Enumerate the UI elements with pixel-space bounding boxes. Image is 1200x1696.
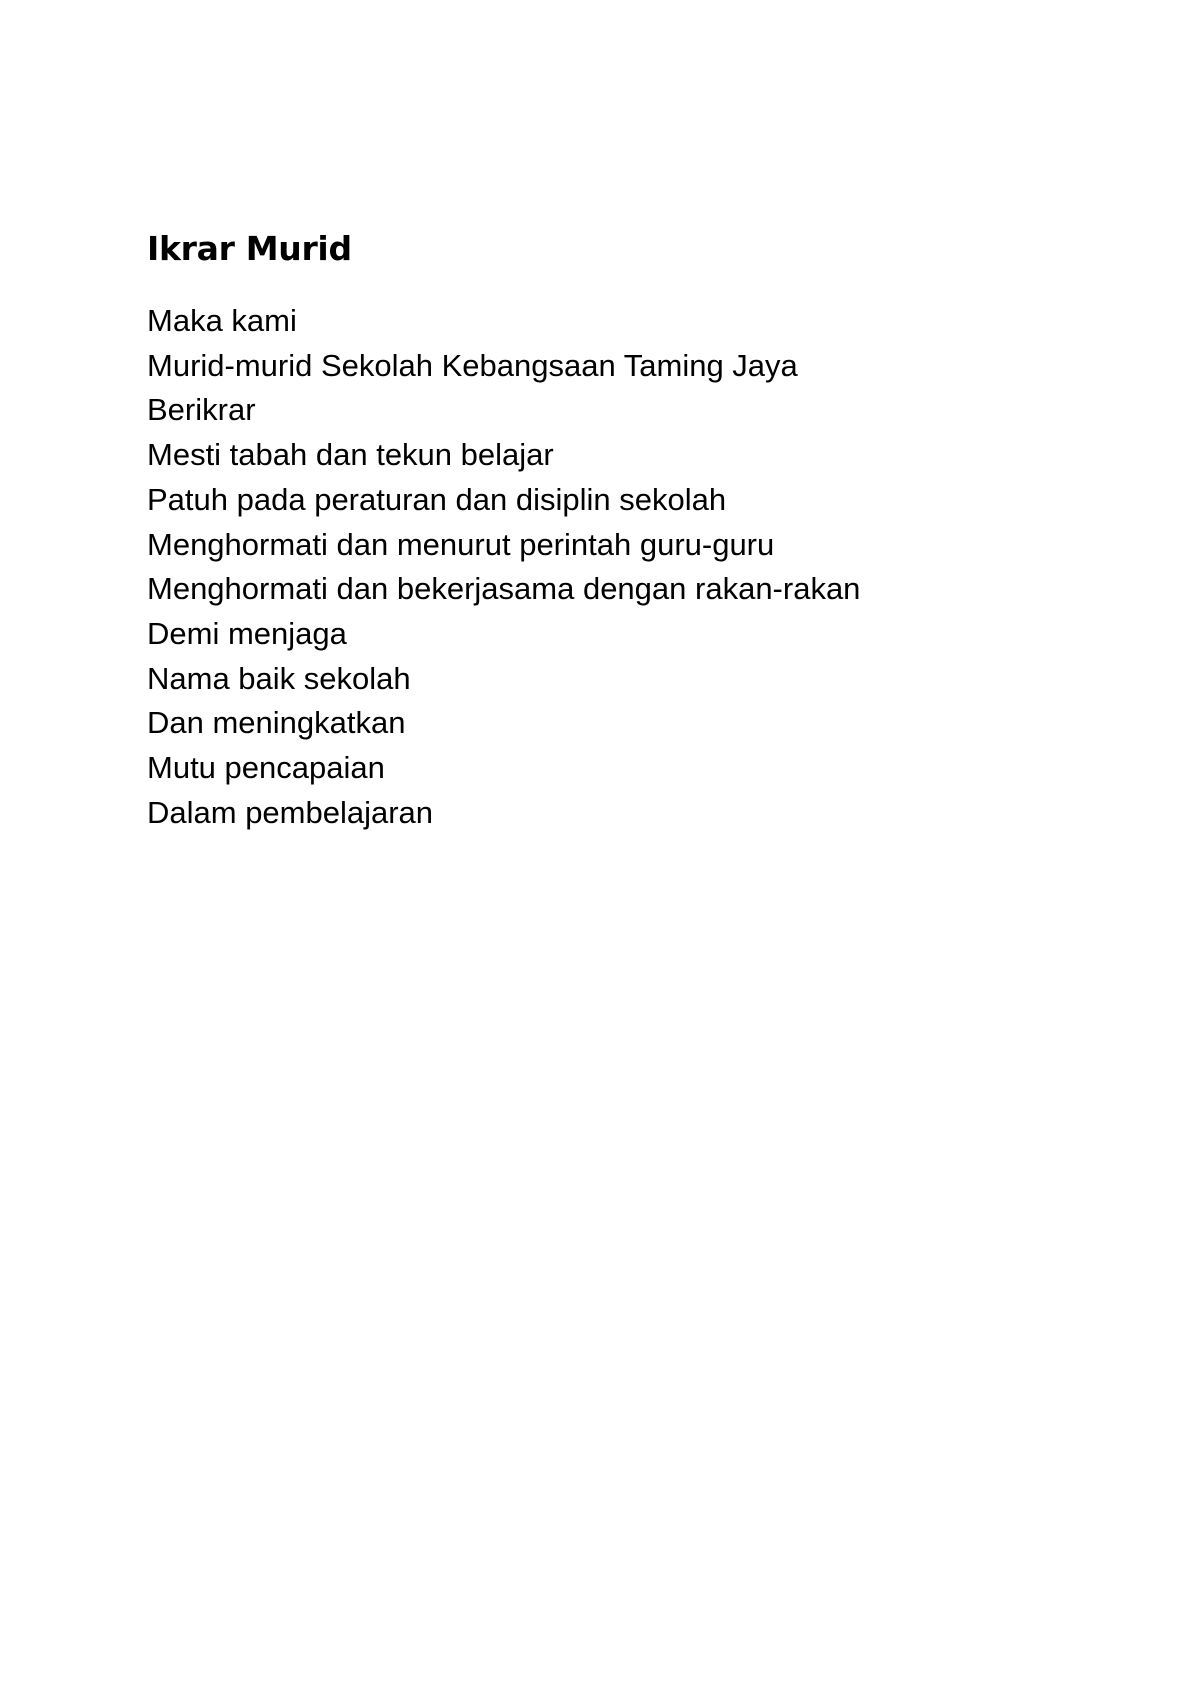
pledge-line: Demi menjaga xyxy=(147,615,347,651)
pledge-line: Murid-murid Sekolah Kebangsaan Taming Jaya xyxy=(147,347,798,383)
pledge-line: Menghormati dan bekerjasama dengan rakan-rakan xyxy=(147,571,861,607)
pledge-line: Berikrar xyxy=(147,392,256,428)
document-title: Ikrar Murid xyxy=(147,229,352,268)
pledge-line: Mesti tabah dan tekun belajar xyxy=(147,437,554,473)
pledge-line: Dalam pembelajaran xyxy=(147,794,434,830)
pledge-line: Nama baik sekolah xyxy=(147,660,411,696)
pledge-text xyxy=(147,299,860,835)
pledge-line: Menghormati dan menurut perintah guru-guru xyxy=(147,526,775,562)
pledge-line: Dan meningkatkan xyxy=(147,705,406,741)
pledge-line: Maka kami xyxy=(147,303,297,338)
pledge-line: Mutu pencapaian xyxy=(147,750,385,786)
pledge-line: Patuh pada peraturan dan disiplin sekolah xyxy=(147,481,727,517)
